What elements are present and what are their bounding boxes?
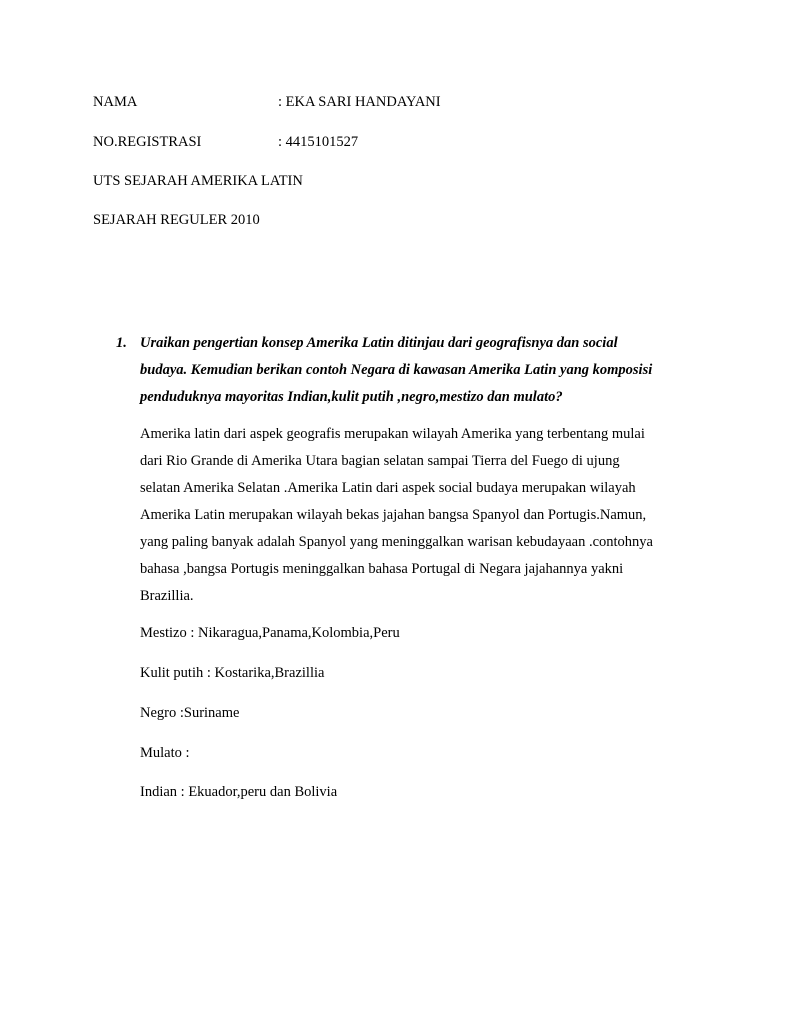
answer-line: Brazillia. [140, 588, 194, 604]
name-label: NAMA [93, 94, 138, 110]
composition-item: Negro :Suriname [140, 705, 240, 721]
composition-item: Mestizo : Nikaragua,Panama,Kolombia,Peru [140, 625, 400, 641]
composition-item: Kulit putih : Kostarika,Brazillia [140, 665, 325, 681]
question-line: Uraikan pengertian konsep Amerika Latin ditinjau dari geografisnya dan social [140, 335, 618, 351]
question-number: 1. [116, 335, 127, 351]
answer-line: yang paling banyak adalah Spanyol yang meninggalkan warisan kebudayaan .contohnya [140, 534, 653, 550]
answer-paragraph [140, 421, 700, 610]
class-title: SEJARAH REGULER 2010 [93, 212, 260, 228]
answer-line: Amerika latin dari aspek geografis merupakan wilayah Amerika yang terbentang mulai [140, 426, 645, 442]
answer-line: Amerika Latin merupakan wilayah bekas jajahan bangsa Spanyol dan Portugis.Namun, [140, 507, 647, 523]
exam-title: UTS SEJARAH AMERIKA LATIN [93, 173, 303, 189]
question-text [140, 330, 700, 411]
question-line: budaya. Kemudian berikan contoh Negara di kawasan Amerika Latin yang komposisi [140, 362, 653, 378]
answer-line: selatan Amerika Selatan .Amerika Latin dari aspek social budaya merupakan wilayah [140, 480, 636, 496]
name-value: : EKA SARI HANDAYANI [278, 94, 441, 110]
composition-item: Mulato : [140, 745, 190, 761]
answer-line: bahasa ,bangsa Portugis meninggalkan bahasa Portugal di Negara jajahannya yakni [140, 561, 624, 577]
name-row [93, 93, 593, 111]
registration-label: NO.REGISTRASI [93, 134, 202, 150]
question-line: penduduknya mayoritas Indian,kulit putih ,negro,mestizo dan mulato? [140, 389, 563, 405]
registration-row [93, 133, 593, 151]
answer-line: dari Rio Grande di Amerika Utara bagian selatan sampai Tierra del Fuego di ujung [140, 453, 620, 469]
registration-value: : 4415101527 [278, 134, 359, 150]
composition-item: Indian : Ekuador,peru dan Bolivia [140, 784, 338, 800]
